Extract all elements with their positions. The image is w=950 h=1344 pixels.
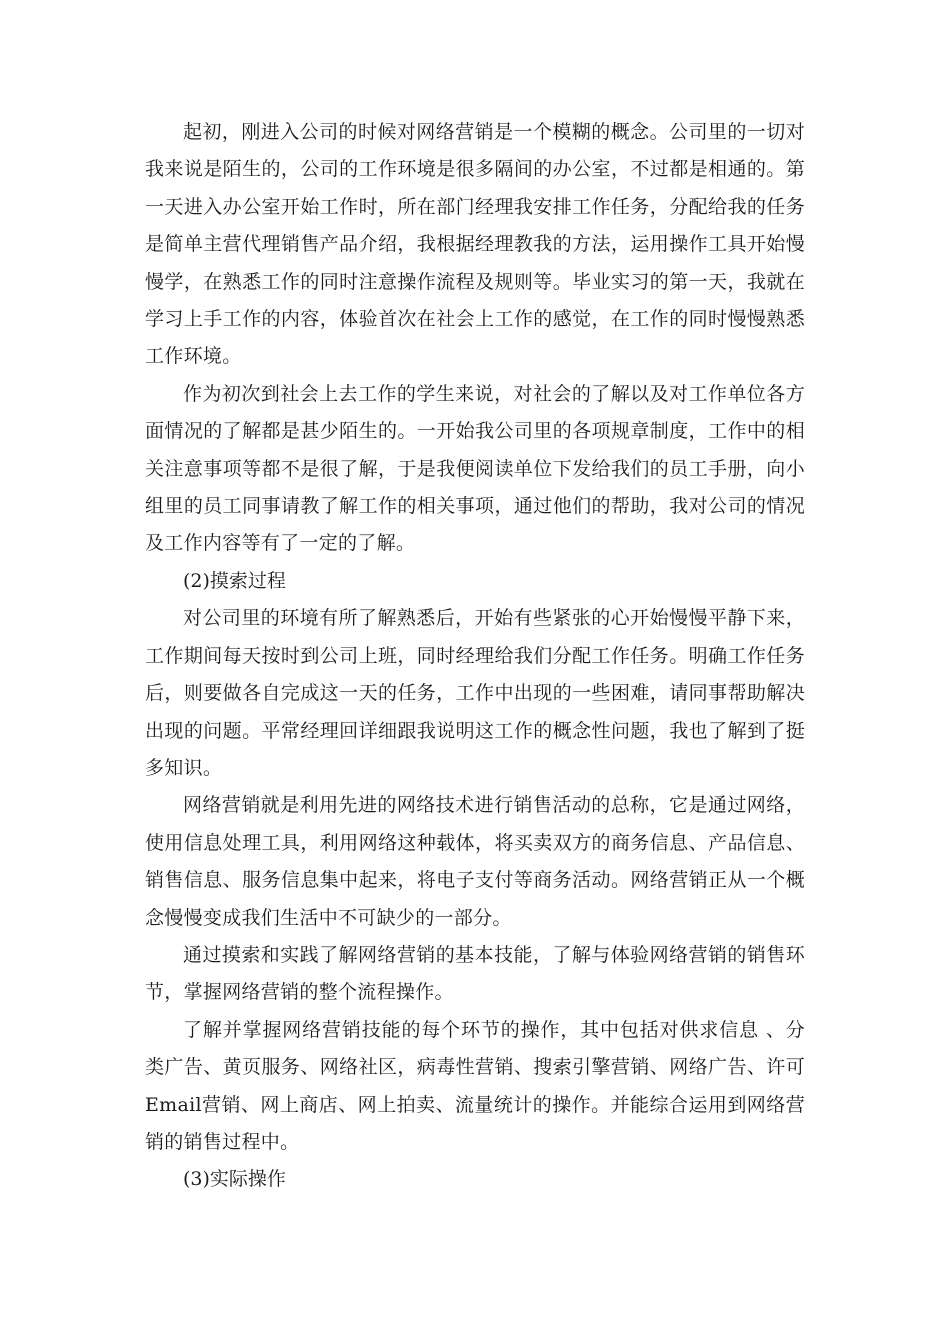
section-heading-practice: (3)实际操作 — [183, 1168, 286, 1191]
document-body — [145, 114, 805, 1199]
paragraph-2: 作为初次到社会上去工作的学生来说，对社会的了解以及对工作单位各方面情况的了解都是甚少陌生的。一开始我公司里的各项规章制度，工作中的相关注意事项等都不是很了解，于是我便阅读单位下发给我们的员工手册，向小组里的员工同事请教了解工作的相关事项，通过他们的帮助，我对公司的情况及工作内容等有了一定的了解。 — [145, 382, 805, 555]
paragraph-4: 网络营销就是利用先进的网络技术进行销售活动的总称，它是通过网络，使用信息处理工具，利用网络这种载体，将买卖双方的商务信息、产品信息、销售信息、服务信息集中起来，将电子支付等商务活动。网络营销正从一个概念慢慢变成我们生活中不可缺少的一部分。 — [145, 794, 805, 929]
paragraph-6: 了解并掌握网络营销技能的每个环节的操作，其中包括对供求信息 、分类广告、黄页服务、网络社区，病毒性营销、搜索引擎营销、网络广告、许可Email营销、网上商店、网上拍卖、流量统计的操作。并能综合运用到网络营销的销售过程中。 — [145, 1018, 805, 1153]
paragraph-3: 对公司里的环境有所了解熟悉后，开始有些紧张的心开始慢慢平静下来，工作期间每天按时到公司上班，同时经理给我们分配工作任务。明确工作任务后，则要做各自完成这一天的任务，工作中出现的一些困难，请同事帮助解决出现的问题。平常经理回详细跟我说明这工作的概念性问题，我也了解到了挺多知识。 — [145, 607, 805, 779]
section-heading-explore: (2)摸索过程 — [183, 569, 286, 592]
paragraph-1: 起初，刚进入公司的时候对网络营销是一个模糊的概念。公司里的一切对我来说是陌生的，公司的工作环境是很多隔间的办公室，不过都是相通的。第一天进入办公室开始工作时，所在部门经理我安排工作任务，分配给我的任务是简单主营代理销售产品介绍，我根据经理教我的方法，运用操作工具开始慢慢学，在熟悉工作的同时注意操作流程及规则等。毕业实习的第一天，我就在学习上手工作的内容，体验首次在社会上工作的感觉，在工作的同时慢慢熟悉工作环境。 — [145, 121, 805, 368]
paragraph-5: 通过摸索和实践了解网络营销的基本技能，了解与体验网络营销的销售环节，掌握网络营销的整个流程操作。 — [145, 943, 805, 1004]
